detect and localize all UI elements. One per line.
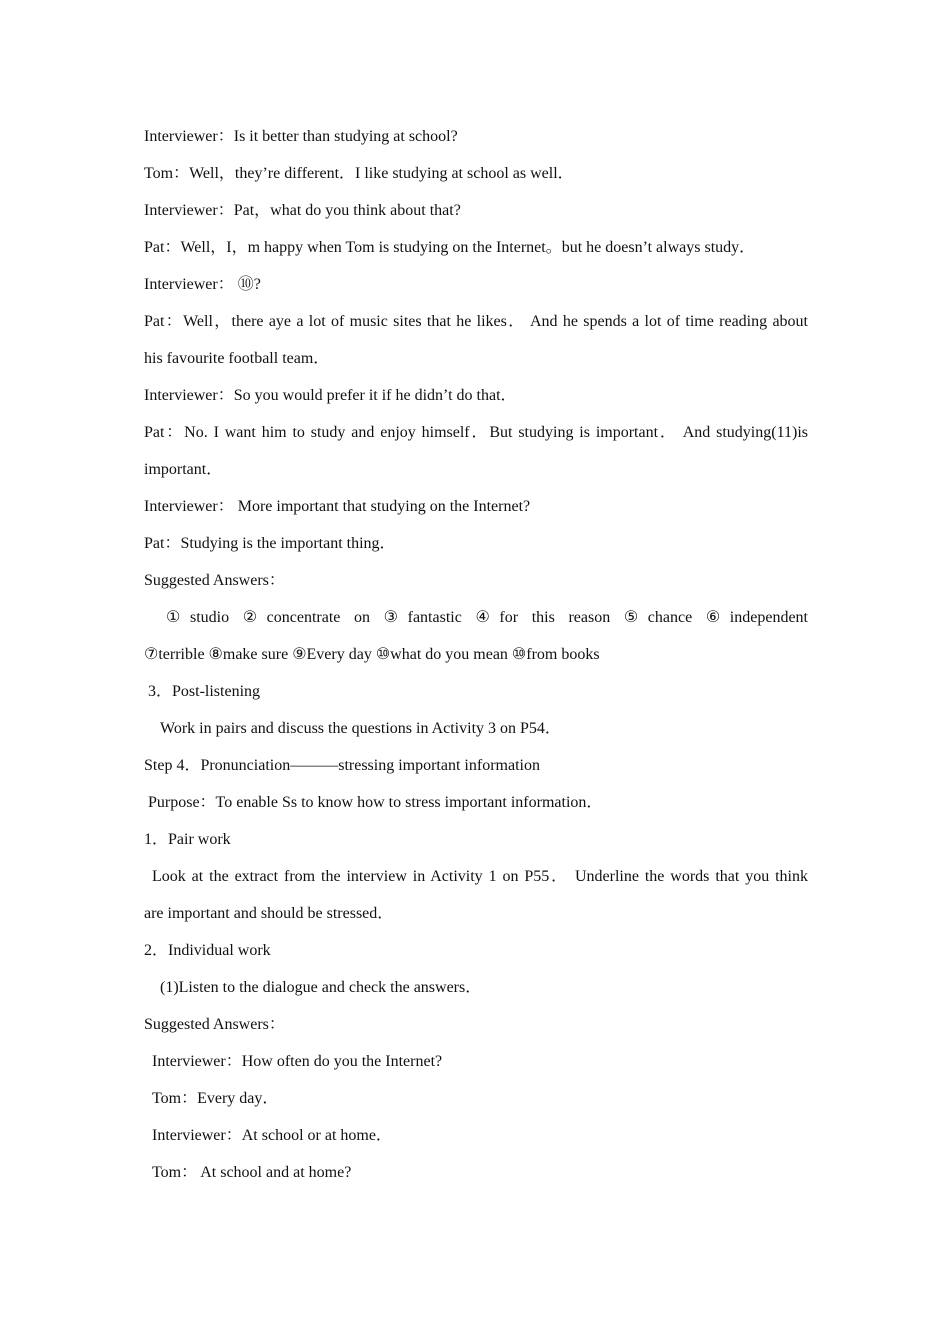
section-heading: Suggested Answers： xyxy=(144,1016,285,1033)
text-line: Pat：Studying is the important thing． xyxy=(144,535,396,552)
text-line: Interviewer： More important that studying on the Internet? xyxy=(144,498,531,515)
text-line: Interviewer：Is it better than studying at school? xyxy=(144,128,458,145)
text-line: Purpose：To enable Ss to know how to stress important information． xyxy=(148,794,603,811)
text-line: Pat：Well，I，m happy when Tom is studying on the Internet。but he doesn’t always study． xyxy=(144,239,756,256)
dialogue-line: Interviewer：How often do you the Internet? xyxy=(152,1053,443,1070)
text-line: important． xyxy=(144,461,223,478)
section-heading: 1．Pair work xyxy=(144,831,231,848)
text-line: his favourite football team． xyxy=(144,350,330,367)
dialogue-line: Interviewer：At school or at home． xyxy=(152,1127,392,1144)
text-line: Pat：No. I want him to study and enjoy himself．But studying is important． And studying(11)is xyxy=(144,424,808,441)
section-heading: Suggested Answers： xyxy=(144,572,285,589)
text-line: Interviewer：Pat，what do you think about that? xyxy=(144,202,461,219)
text-line: Work in pairs and discuss the questions in Activity 3 on P54． xyxy=(160,720,561,737)
answer-list: ①studio ②concentrate on ③fantastic ④for this reason ⑤chance ⑥independent xyxy=(166,609,808,626)
section-heading: Step 4．Pronunciation———stressing important information xyxy=(144,757,540,774)
dialogue-line: Tom：Every day． xyxy=(152,1090,279,1107)
text-line: Look at the extract from the interview in Activity 1 on P55． Underline the words that you think xyxy=(152,868,808,885)
dialogue-line: Tom： At school and at home? xyxy=(152,1164,352,1181)
answer-list: ⑦terrible ⑧make sure ⑨Every day ⑩what do you mean ⑩from books xyxy=(144,646,600,663)
text-line: (1)Listen to the dialogue and check the answers． xyxy=(160,979,482,996)
text-line: Pat：Well，there aye a lot of music sites that he likes． And he spends a lot of time reading about xyxy=(144,313,808,330)
text-line: Tom：Well，they’re different．I like studying at school as well． xyxy=(144,165,574,182)
text-line: Interviewer：So you would prefer it if he didn’t do that． xyxy=(144,387,517,404)
section-heading: 3．Post-listening xyxy=(148,683,261,700)
document-page xyxy=(144,118,808,1191)
text-line: Interviewer： ⑩? xyxy=(144,276,261,293)
text-line: are important and should be stressed． xyxy=(144,905,394,922)
section-heading: 2．Individual work xyxy=(144,942,271,959)
